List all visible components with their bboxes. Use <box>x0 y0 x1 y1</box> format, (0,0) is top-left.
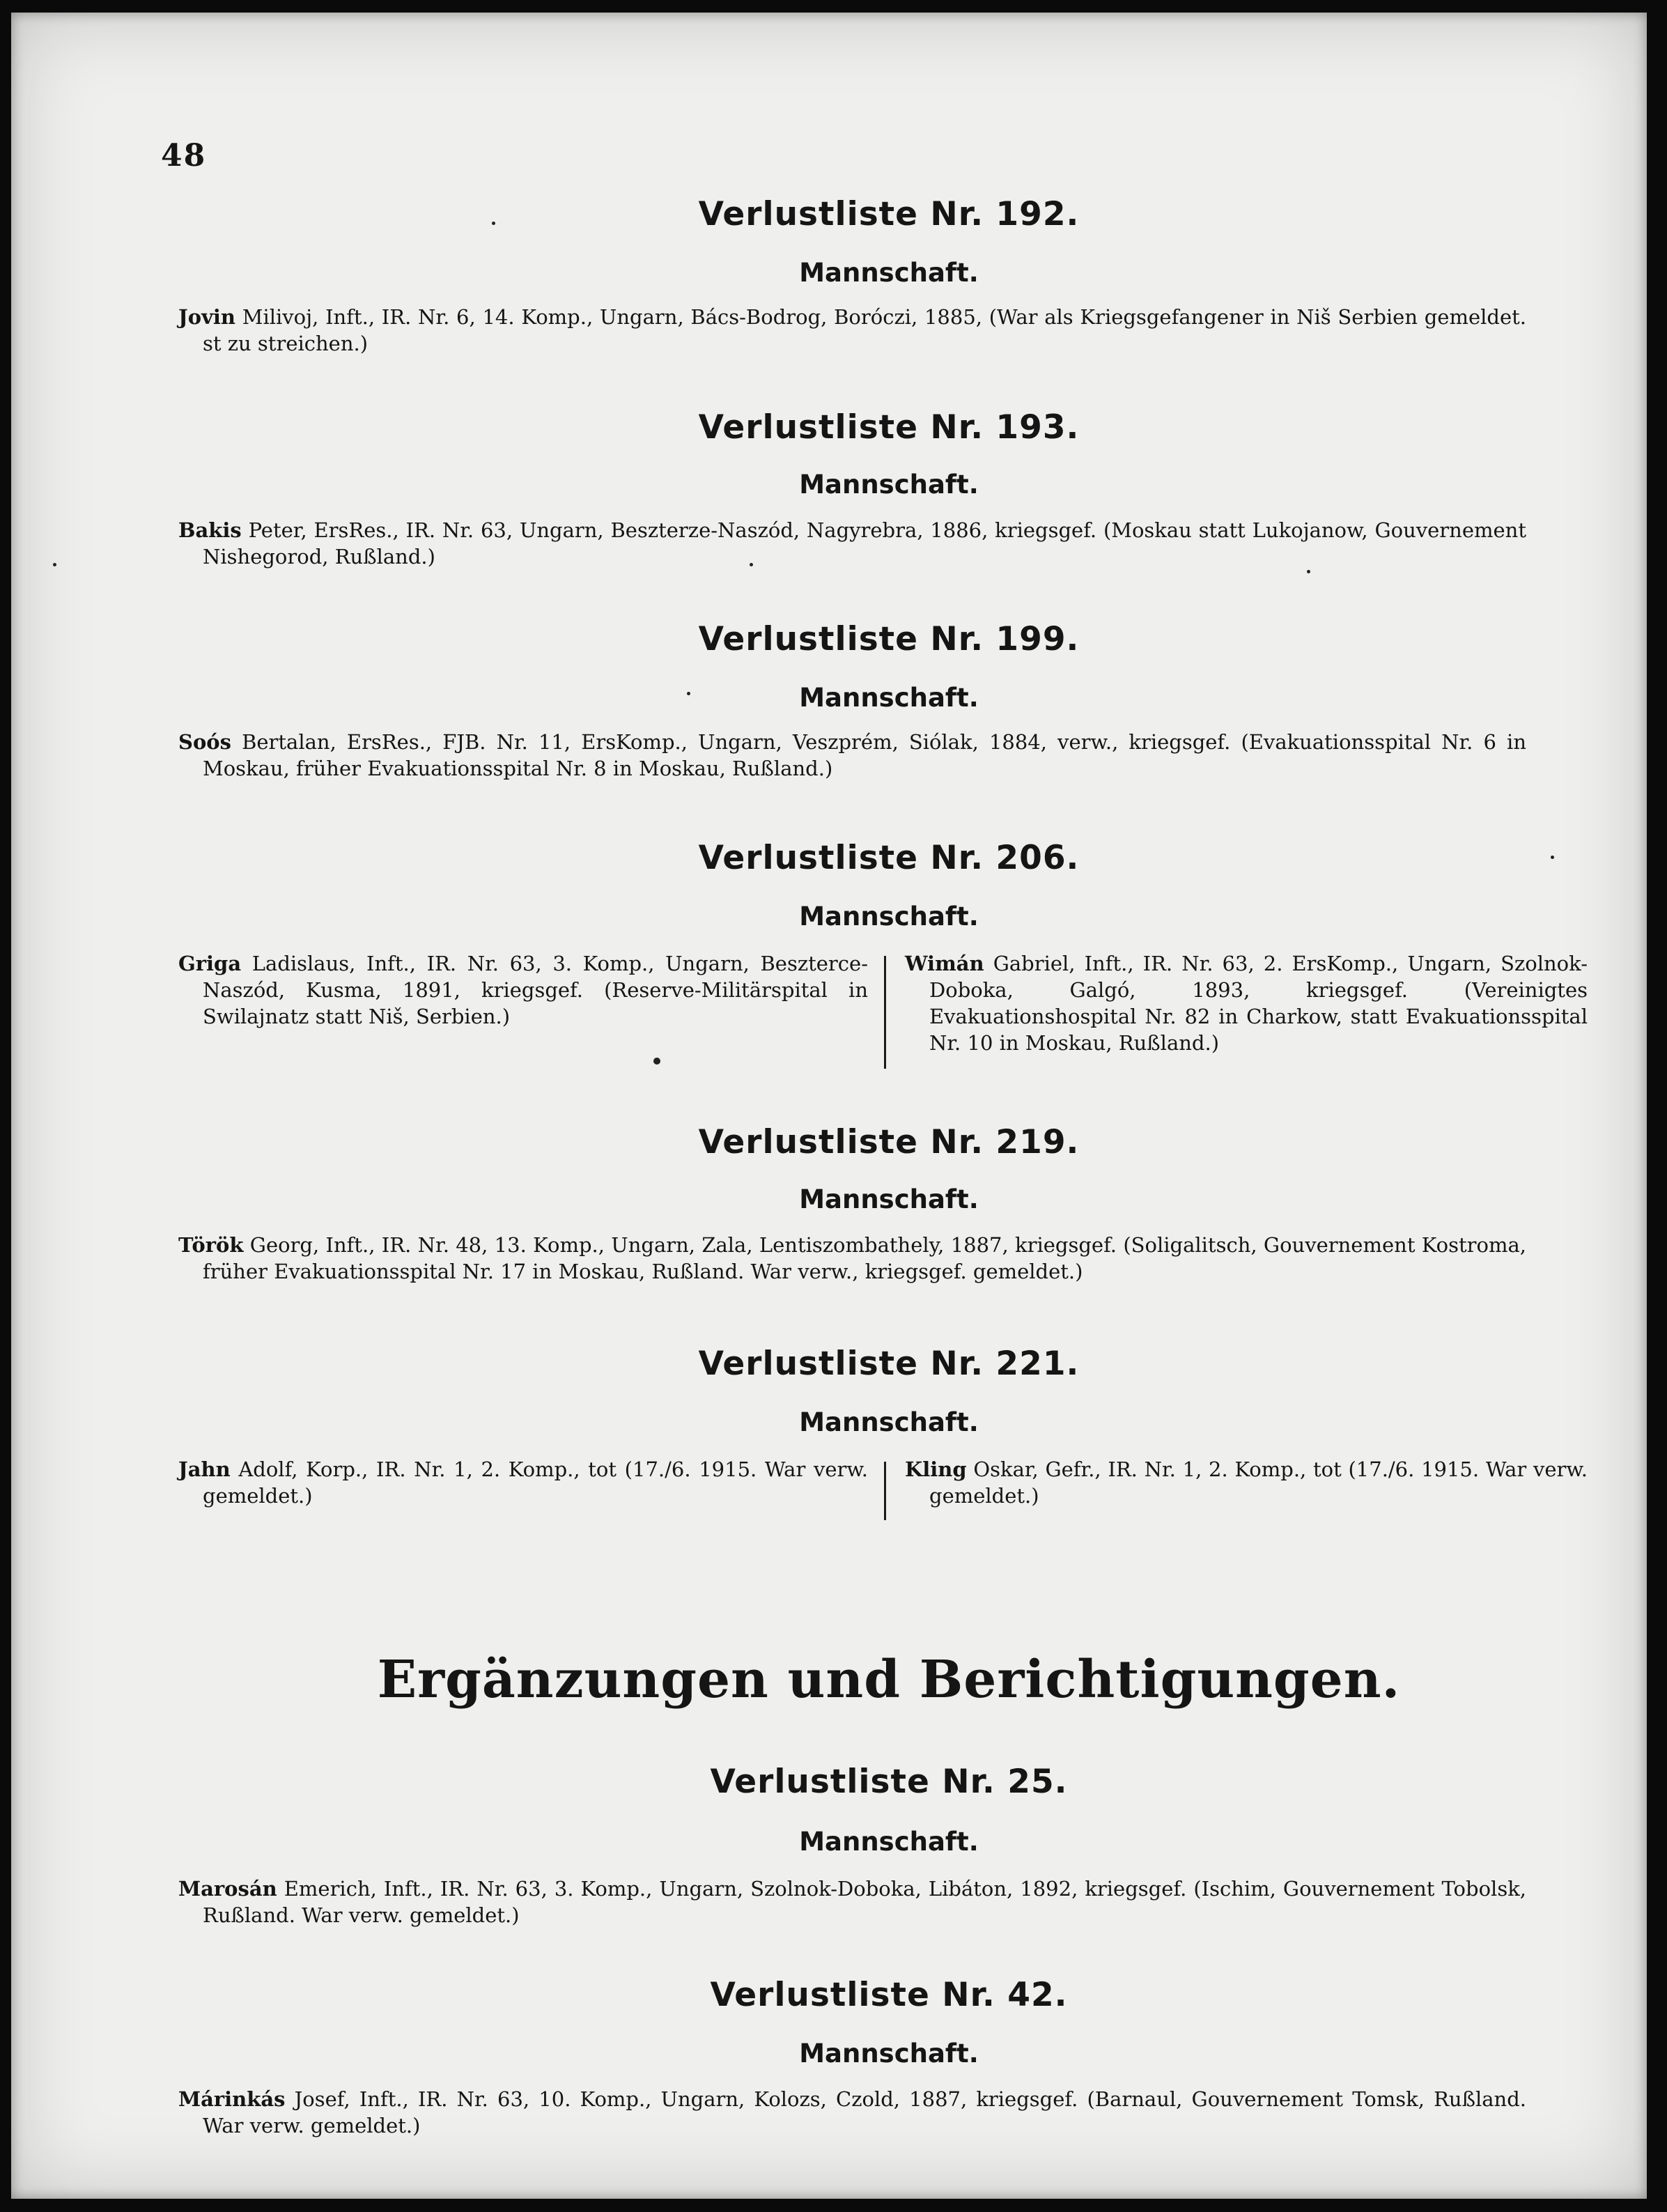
entry-details: Milivoj, Inft., IR. Nr. 6, 14. Komp., Ungarn, Bács-Bodrog, Boróczi, 1885, (War als Kriegsgefangener in Niš Serbien gemeldet. st zu streichen.) <box>203 305 1526 355</box>
entry-surname: Jovin <box>178 305 236 329</box>
section-title: Verlustliste Nr. 221. <box>698 1345 1080 1383</box>
section-title: Verlustliste Nr. 192. <box>698 195 1080 233</box>
entry-surname: Soós <box>178 730 231 754</box>
entry-details: Georg, Inft., IR. Nr. 48, 13. Komp., Ungarn, Zala, Lentiszombathely, 1887, kriegsgef. (Soligalitsch, Gouvernement Kostroma, früher Evakuationsspital Nr. 17 in Moskau, Rußland. War verw., kriegsgef. gemeldet.) <box>203 1233 1526 1283</box>
scan-speck <box>53 563 56 566</box>
casualty-entry <box>178 1875 1526 1928</box>
column-divider <box>884 1462 886 1520</box>
entry-details: Peter, ErsRes., IR. Nr. 63, Ungarn, Beszterze-Naszód, Nagyrebra, 1886, kriegsgef. (Moskau statt Lukojanow, Gouvernement Nishegorod, Rußland.) <box>203 518 1526 569</box>
casualty-entry <box>178 2086 1526 2139</box>
section-title: Verlustliste Nr. 25. <box>710 1763 1068 1801</box>
casualty-entry-left <box>178 950 868 1030</box>
section-subtitle: Mannschaft. <box>799 1827 979 1857</box>
scanned-page <box>11 13 1647 2199</box>
section-title: Verlustliste Nr. 42. <box>710 1976 1068 2014</box>
entry-surname: Kling <box>905 1457 967 1481</box>
section-subtitle: Mannschaft. <box>799 2039 979 2068</box>
scan-speck <box>492 222 495 225</box>
entry-details: Josef, Inft., IR. Nr. 63, 10. Komp., Ungarn, Kolozs, Czold, 1887, kriegsgef. (Barnaul, Gouvernement Tomsk, Rußland. War verw. gemeldet.) <box>203 2087 1526 2137</box>
scan-speck <box>653 1058 660 1065</box>
entry-details: Oskar, Gefr., IR. Nr. 1, 2. Komp., tot (17./6. 1915. War verw. gemeldet.) <box>929 1457 1588 1508</box>
casualty-entry-right <box>905 950 1588 1056</box>
entry-surname: Bakis <box>178 518 242 542</box>
section-subtitle: Mannschaft. <box>799 470 979 500</box>
entry-surname: Griga <box>178 952 242 975</box>
entry-surname: Török <box>178 1233 244 1257</box>
casualty-entry-right <box>905 1456 1588 1509</box>
column-divider <box>884 956 886 1069</box>
entry-details: Adolf, Korp., IR. Nr. 1, 2. Komp., tot (17./6. 1915. War verw. gemeldet.) <box>203 1457 868 1508</box>
page-number: 48 <box>161 138 207 173</box>
casualty-entry <box>178 1232 1526 1285</box>
scan-speck <box>1551 856 1554 859</box>
section-subtitle: Mannschaft. <box>799 258 979 288</box>
section-subtitle: Mannschaft. <box>799 902 979 931</box>
section-title: Verlustliste Nr. 193. <box>698 408 1080 447</box>
entry-surname: Márinkás <box>178 2087 286 2111</box>
entry-surname: Jahn <box>178 1457 231 1481</box>
scan-speck <box>687 692 690 695</box>
section-title: Verlustliste Nr. 199. <box>698 620 1080 658</box>
scan-speck <box>750 563 753 566</box>
entry-surname: Marosán <box>178 1877 277 1901</box>
section-subtitle: Mannschaft. <box>799 683 979 713</box>
entry-surname: Wimán <box>905 952 984 975</box>
casualty-entry <box>178 304 1526 357</box>
entry-details: Ladislaus, Inft., IR. Nr. 63, 3. Komp., Ungarn, Beszterce-Naszód, Kusma, 1891, kriegsgef. (Reserve-Militärspital in Swilajnatz statt Niš, Serbien.) <box>203 952 868 1028</box>
casualty-entry-left <box>178 1456 868 1509</box>
section-subtitle: Mannschaft. <box>799 1184 979 1214</box>
section-title: Verlustliste Nr. 206. <box>698 839 1080 877</box>
entry-details: Bertalan, ErsRes., FJB. Nr. 11, ErsKomp., Ungarn, Veszprém, Siólak, 1884, verw., kriegsgef. (Evakuationsspital Nr. 6 in Moskau, früher Evakuationsspital Nr. 8 in Moskau, Rußland.) <box>203 730 1526 780</box>
scan-speck <box>1307 570 1310 573</box>
supplement-title: Ergänzungen und Berichtigungen. <box>377 1650 1401 1710</box>
casualty-entry <box>178 729 1526 782</box>
entry-details: Emerich, Inft., IR. Nr. 63, 3. Komp., Ungarn, Szolnok-Doboka, Libáton, 1892, kriegsgef. (Ischim, Gouvernement Tobolsk, Rußland. War verw. gemeldet.) <box>203 1877 1526 1927</box>
section-subtitle: Mannschaft. <box>799 1407 979 1437</box>
entry-details: Gabriel, Inft., IR. Nr. 63, 2. ErsKomp., Ungarn, Szolnok-Doboka, Galgó, 1893, kriegsgef. (Vereinigtes Evakuationshospital Nr. 82 in Charkow, statt Evakuationsspital Nr. 10 in Moskau, Rußland.) <box>929 952 1588 1055</box>
section-title: Verlustliste Nr. 219. <box>698 1123 1080 1161</box>
casualty-entry <box>178 517 1526 570</box>
